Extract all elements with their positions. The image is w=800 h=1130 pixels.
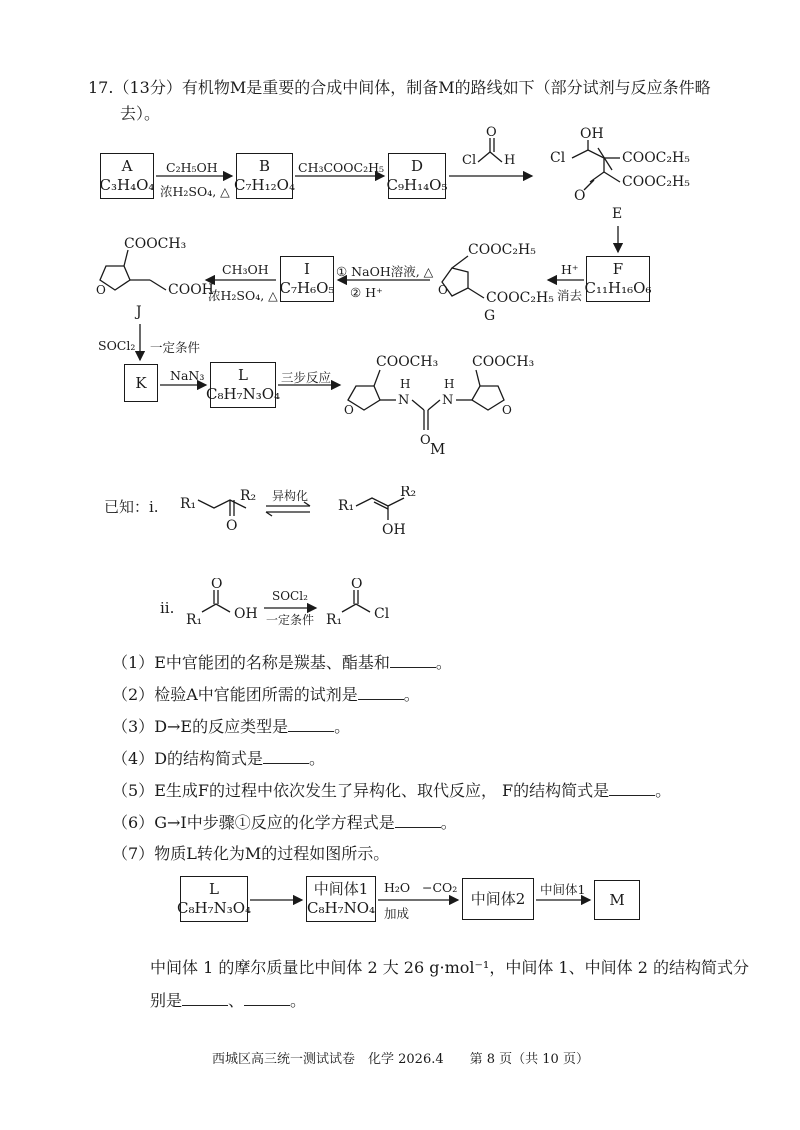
E-ester1-label: COOC₂H₅ [622, 150, 690, 166]
known-ii-Cl: Cl [374, 606, 390, 622]
flow7-arrows-svg [0, 860, 800, 930]
known-ii-svg [184, 578, 414, 638]
J-ring-O-label: O [96, 283, 106, 297]
J-label: J [136, 304, 142, 320]
subquestion-4-text: D的结构简式是 [154, 749, 264, 768]
flow-intermediate1-formula: C₈H₇NO₄ [306, 899, 376, 917]
E-label: E [612, 206, 623, 222]
E-Cl-label: Cl [550, 150, 566, 166]
subquestion-4-num: （4） [112, 749, 155, 768]
answer-blank-4[interactable] [263, 748, 309, 764]
L-to-M-condition: 三步反应 [281, 370, 332, 385]
E-OH-label: OH [580, 126, 604, 142]
known-ii-condition: 一定条件 [266, 613, 315, 627]
subquestion-1-num: （1） [112, 653, 155, 672]
subquestion-2 [112, 684, 420, 705]
subquestion-3-tail: 。 [334, 717, 351, 736]
G-to-I-step1: ① NaOH溶液, △ [336, 264, 434, 279]
q7-line2-separator: 、 [228, 991, 245, 1010]
M-N2-label: N [442, 393, 454, 408]
J-to-K-condition: 一定条件 [150, 340, 201, 355]
A-name: A [121, 157, 133, 175]
B-to-D-reagent: CH₃COOC₂H₅ [298, 160, 385, 175]
page-footer: 西城区高三统一测试试卷 化学 2026.4 第 8 页（共 10 页） [212, 1052, 589, 1067]
M-N1-label: N [398, 393, 410, 408]
M-ester2-label: COOCH₃ [472, 354, 535, 370]
subquestion-6 [112, 812, 457, 833]
answer-blank-3[interactable] [288, 716, 334, 732]
D-name: D [410, 157, 424, 175]
answer-blank-2[interactable] [358, 684, 404, 700]
answer-blank-7b[interactable] [244, 990, 290, 1006]
known-i-OH: OH [382, 522, 406, 538]
G-ester1-label: COOC₂H₅ [468, 242, 536, 258]
known-ii-acid-skeleton [202, 604, 230, 612]
subquestion-6-text: G→I中步骤①反应的化学方程式是 [154, 813, 395, 832]
answer-blank-6[interactable] [395, 812, 441, 828]
chloroacetaldehyde-skeleton [478, 152, 502, 162]
L-formula: C₈H₇N₃O₄ [205, 385, 281, 403]
M-label: M [430, 440, 446, 458]
answer-blank-7a[interactable] [182, 990, 228, 1006]
G-ring-O-label: O [438, 283, 448, 297]
known-ii-O-product: O [351, 578, 363, 592]
flow-M-name: M [609, 890, 625, 909]
K-to-L-reagent: NaN₃ [170, 368, 205, 383]
I-name: I [304, 260, 310, 278]
B-formula: C₇H₁₂O₄ [234, 176, 295, 194]
q7-line2-start: 别是 [150, 991, 183, 1010]
subquestion-3-text: D→E的反应类型是 [154, 717, 289, 736]
known-ii-chloride-skeleton [342, 604, 370, 612]
subquestion-1 [112, 652, 452, 673]
subquestion-6-tail: 。 [440, 813, 457, 832]
M-right-ring-O-label: O [502, 403, 512, 417]
known-i-left-skeleton [198, 500, 246, 508]
J-acid-label: COOH [168, 282, 214, 298]
known-ii-reagent: SOCl₂ [272, 589, 308, 603]
M-right-furan-ring [472, 386, 504, 410]
answer-blank-5[interactable] [609, 780, 655, 796]
J-ester-label: COOCH₃ [124, 236, 187, 252]
reagent-Cl-label: Cl [462, 153, 477, 168]
subquestion-5-tail: 。 [655, 781, 672, 800]
flow-intermediate2-name: 中间体2 [470, 889, 526, 908]
known-ii-O: O [211, 578, 223, 592]
flow-step-addition: 加成 [384, 906, 410, 921]
q7-line2-end: 。 [290, 991, 307, 1010]
flow-step-water: H₂O [384, 880, 411, 895]
I-to-J-reagent: CH₃OH [222, 262, 269, 277]
subquestion-5 [112, 780, 671, 801]
G-to-I-step2: ② H⁺ [350, 285, 383, 300]
isomerization-label: 异构化 [272, 489, 309, 503]
flow-L-formula: C₈H₇N₃O₄ [176, 899, 252, 917]
subquestion-7-text: 物质L转化为M的过程如图所示。 [154, 844, 390, 863]
known-i-R1-product: R₁ [338, 498, 355, 514]
known-i-R1: R₁ [180, 496, 197, 512]
subquestion-5-text: E生成F的过程中依次发生了异构化、取代反应， F的结构简式是 [154, 781, 610, 800]
question-line-2: 去）。 [120, 104, 161, 123]
M-H1-label: H [400, 377, 411, 391]
E-skeleton [572, 150, 604, 172]
subquestion-5-num: （5） [112, 781, 155, 800]
F-formula: C₁₁H₁₆O₆ [584, 279, 652, 297]
G-label: G [484, 308, 496, 324]
D-formula: C₉H₁₄O₅ [386, 176, 448, 194]
known-ii-label: ii. [160, 599, 175, 617]
subquestion-2-text: 检验A中官能团所需的试剂是 [154, 685, 358, 704]
subquestion-2-num: （2） [112, 685, 155, 704]
subquestion-4 [112, 748, 325, 769]
flow-intermediate1-name: 中间体1 [313, 880, 369, 898]
flow-step-intermediate1: 中间体1 [540, 882, 586, 897]
flow-L-name: L [209, 880, 219, 898]
answer-blank-1[interactable] [390, 652, 436, 668]
known-ii-R1: R₁ [186, 612, 203, 628]
I-formula: C₇H₆O₅ [279, 279, 335, 297]
B-name: B [258, 157, 271, 175]
question-number: 17. [88, 78, 114, 97]
known-title: 已知：i. [104, 498, 159, 516]
M-carbonyl-O-label: O [420, 433, 431, 448]
reagent-O-label: O [486, 125, 497, 140]
J-to-K-reagent: SOCl₂ [98, 338, 136, 353]
subquestion-1-tail: 。 [435, 653, 452, 672]
subquestion-1-text: E中官能团的名称是羰基、酯基和 [154, 653, 390, 672]
M-ester1-label: COOCH₃ [376, 354, 439, 370]
F-to-G-condition: 消去 [557, 288, 583, 303]
question-stem: （13分）有机物M是重要的合成中间体，制备M的路线如下（部分试剂与反应条件略 [113, 78, 711, 97]
known-ii-OH: OH [234, 606, 258, 622]
subquestion-6-num: （6） [112, 813, 155, 832]
subquestion-7-num: （7） [112, 844, 155, 863]
A-to-B-condition: 浓H₂SO₄, △ [160, 184, 230, 199]
F-name: F [612, 260, 624, 278]
question-line-1 [88, 78, 711, 98]
known-i-R2: R₂ [240, 488, 257, 504]
synthesis-scheme-svg [0, 120, 800, 460]
A-formula: C₃H₄O₄ [99, 176, 155, 194]
E-carbonyl-O-label: O [574, 188, 586, 204]
E-ester2-label: COOC₂H₅ [622, 174, 690, 190]
reagent-H-label: H [504, 153, 516, 168]
M-left-ring-O-label: O [344, 403, 354, 417]
subquestion-4-tail: 。 [309, 749, 326, 768]
L-name: L [238, 366, 248, 384]
subquestion-3-num: （3） [112, 717, 155, 736]
M-H2-label: H [444, 377, 455, 391]
known-i-svg [170, 486, 430, 546]
G-ester2-label: COOC₂H₅ [486, 290, 554, 306]
I-to-J-condition: 浓H₂SO₄, △ [208, 288, 278, 303]
q7-text-line-1: 中间体 1 的摩尔质量比中间体 2 大 26 g·mol⁻¹，中间体 1、中间体 2 的结构简式分 [150, 958, 749, 977]
known-i-R2-product: R₂ [400, 486, 417, 500]
flow-step-decarboxylation: −CO₂ [422, 880, 458, 895]
known-i-O: O [226, 518, 238, 534]
K-name: K [135, 373, 147, 392]
known-ii-R1-product: R₁ [326, 612, 343, 628]
q7-text-line-2 [150, 990, 306, 1011]
M-urea-linker [412, 400, 424, 410]
F-to-G-reagent: H⁺ [561, 262, 579, 277]
subquestion-3 [112, 716, 350, 737]
A-to-B-reagent: C₂H₅OH [166, 160, 218, 175]
subquestion-2-tail: 。 [403, 685, 420, 704]
